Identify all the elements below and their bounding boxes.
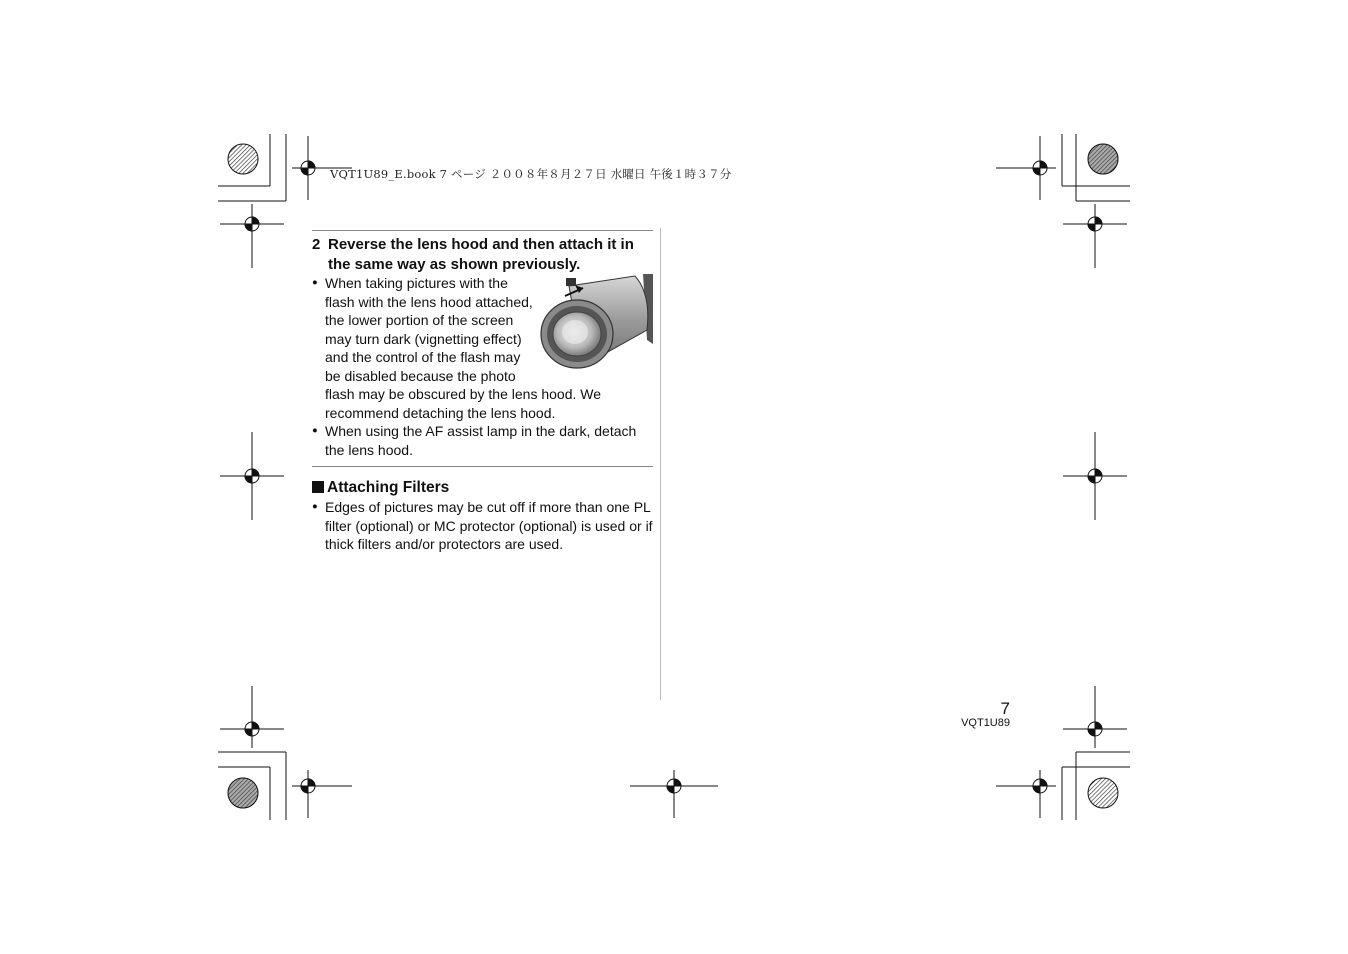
main-content [312,230,653,554]
square-bullet-icon [312,481,324,493]
lens-hood-illustration [539,274,653,374]
bullet-item [312,274,653,422]
section-title-text: Attaching Filters [327,479,450,496]
section-rule [312,466,653,467]
step-text: Reverse the lens hood and then attach it in the same way as shown previously. [328,236,634,273]
model-code: VQT1U89 [961,717,1010,729]
step-number: 2 [312,236,321,253]
bullet-item [312,498,653,554]
column-divider [660,228,661,700]
bullet-text: When using the AF assist lamp in the dark, detach the lens hood. [325,423,637,458]
bullet-text: Edges of pictures may be cut off if more than one PL filter (optional) or MC protector (optional) is used or if thick filters and/or protectors are used. [325,499,653,552]
top-rule [312,230,653,231]
page-number: 7 [1000,699,1010,718]
bullet-item [312,422,653,459]
step-instruction [312,235,653,274]
bullet-text: When taking pictures with the flash with the lens hood attached, the lower portion of the screen may turn dark (vignetting effect) and the control of the flash may be disabled because the photo flash may be obscured by the lens hood. We recommend detaching the lens hood. [325,275,602,421]
section-title [312,478,653,498]
print-header-line: VQT1U89_E.book 7 ページ ２００８年８月２７日 水曜日 午後１時３７分 [330,167,732,181]
